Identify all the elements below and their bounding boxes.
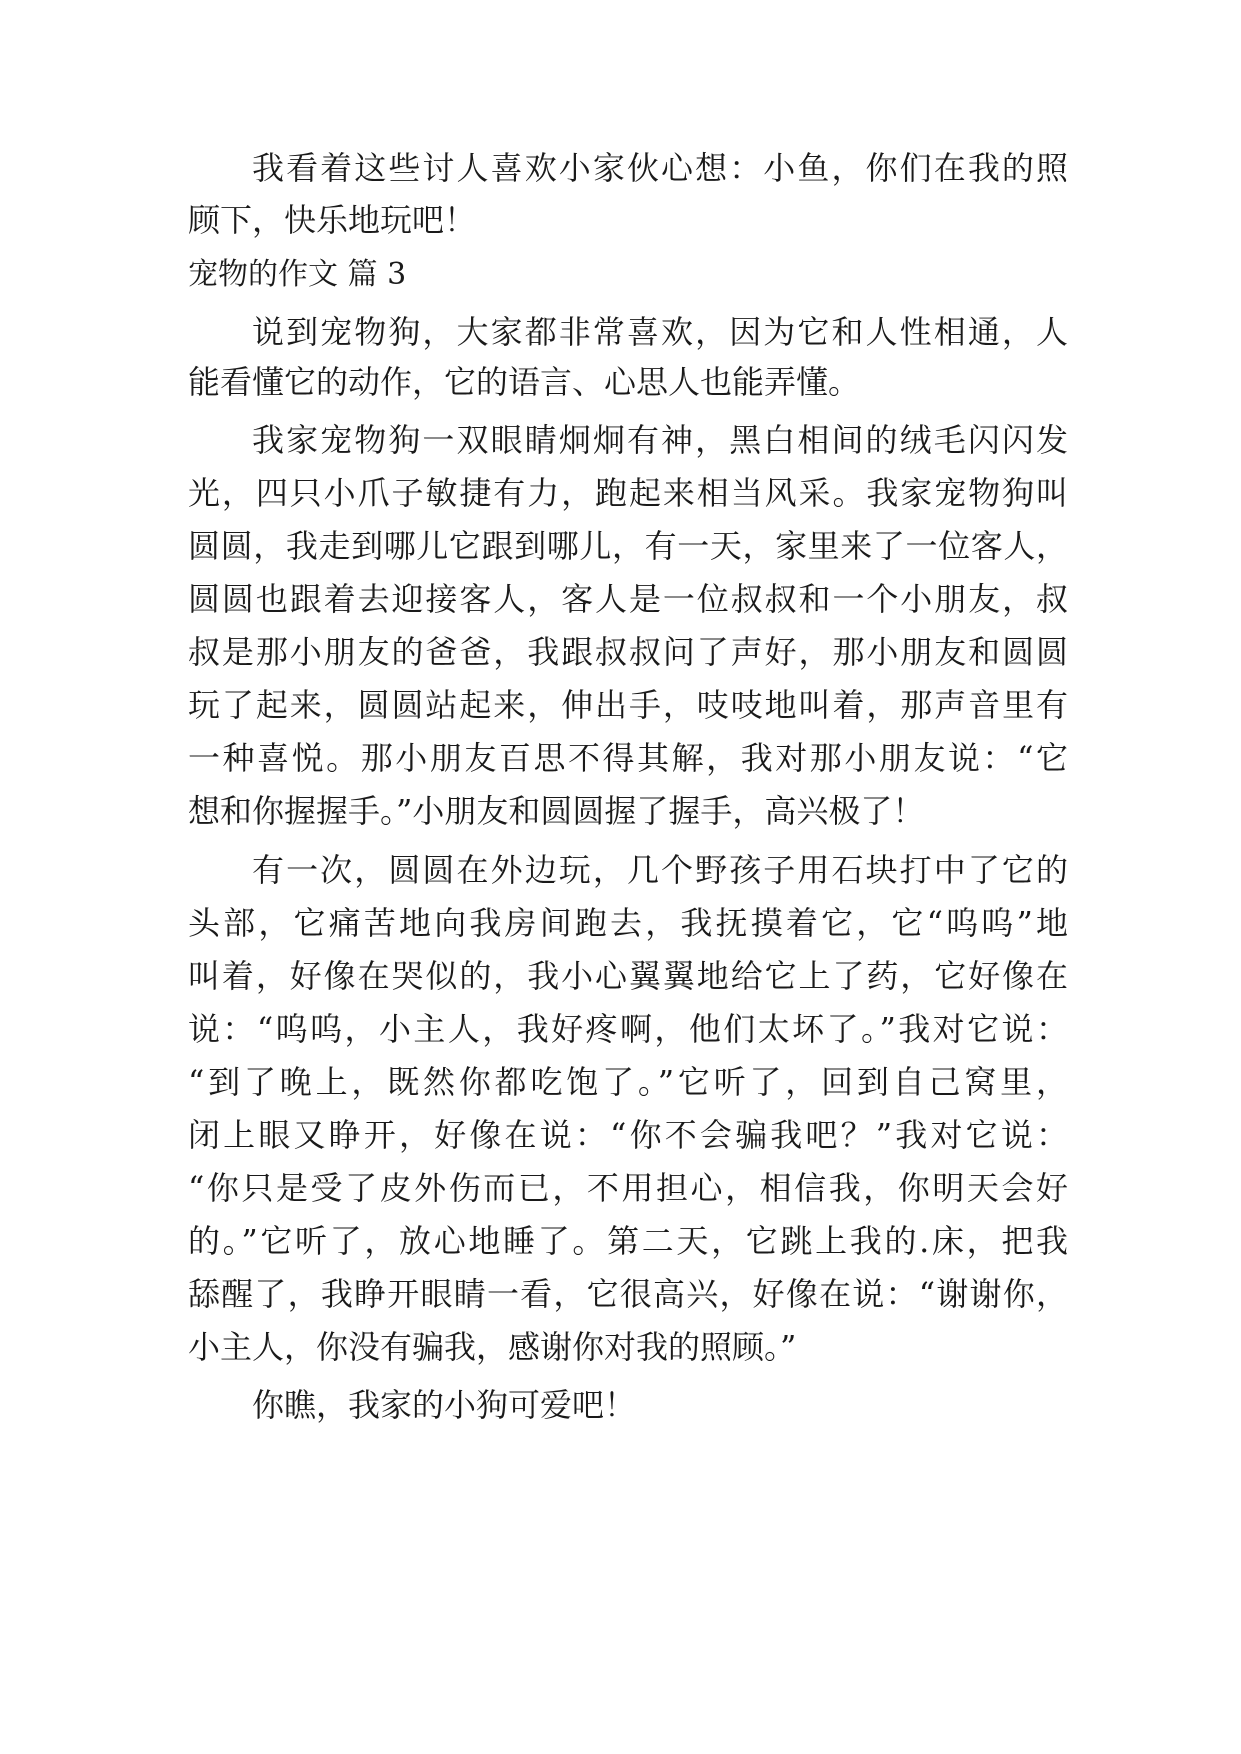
paragraph-4-line-1: 有一次，圆圆在外边玩，几个野孩子用石块打中了它的 [252, 851, 1068, 889]
paragraph-2-line-1: 说到宠物狗，大家都非常喜欢，因为它和人性相通，人 [252, 313, 1068, 351]
paragraph-3-line-3: 圆圆，我走到哪儿它跟到哪儿，有一天，家里来了一位客人， [188, 527, 1068, 565]
paragraph-4-line-7: “你只是受了皮外伤而已，不用担心，相信我，你明天会好 [188, 1169, 1068, 1207]
paragraph-4-line-4: 说：“呜呜，小主人，我好疼啊，他们太坏了。”我对它说： [188, 1010, 1068, 1048]
section-heading: 宠物的作文 篇 3 [188, 257, 407, 292]
paragraph-4-line-6: 闭上眼又睁开，好像在说：“你不会骗我吧？”我对它说： [188, 1116, 1068, 1154]
paragraph-3-line-7: 一种喜悦。那小朋友百思不得其解，我对那小朋友说：“它 [188, 739, 1068, 777]
paragraph-4-line-8: 的。”它听了，放心地睡了。第二天，它跳上我的.床，把我 [188, 1222, 1068, 1260]
paragraph-3-line-6: 玩了起来，圆圆站起来，伸出手，吱吱地叫着，那声音里有 [188, 686, 1068, 724]
paragraph-1-line-2: 顾下，快乐地玩吧！ [188, 201, 477, 239]
paragraph-3-line-4: 圆圆也跟着去迎接客人，客人是一位叔叔和一个小朋友，叔 [188, 580, 1068, 618]
paragraph-4-line-3: 叫着，好像在哭似的，我小心翼翼地给它上了药，它好像在 [188, 957, 1068, 995]
paragraph-2-line-2: 能看懂它的动作，它的语言、心思人也能弄懂。 [188, 363, 861, 401]
paragraph-4-line-2: 头部，它痛苦地向我房间跑去，我抚摸着它，它“呜呜”地 [188, 904, 1068, 942]
paragraph-3-line-5: 叔是那小朋友的爸爸，我跟叔叔问了声好，那小朋友和圆圆 [188, 633, 1068, 671]
paragraph-3-line-2: 光，四只小爪子敏捷有力，跑起来相当风采。我家宠物狗叫 [188, 474, 1068, 512]
paragraph-3-line-8: 想和你握握手。”小朋友和圆圆握了握手，高兴极了！ [188, 792, 925, 830]
paragraph-1-line-1: 我看着这些讨人喜欢小家伙心想：小鱼，你们在我的照 [252, 149, 1068, 187]
paragraph-4-line-9: 舔醒了，我睁开眼睛一看，它很高兴，好像在说：“谢谢你， [188, 1275, 1068, 1313]
paragraph-4-line-10: 小主人，你没有骗我，感谢你对我的照顾。” [188, 1328, 797, 1366]
paragraph-3-line-1: 我家宠物狗一双眼睛炯炯有神，黑白相间的绒毛闪闪发 [252, 421, 1068, 459]
paragraph-5-line-1: 你瞧，我家的小狗可爱吧！ [252, 1386, 637, 1424]
paragraph-4-line-5: “到了晚上，既然你都吃饱了。”它听了，回到自己窝里， [188, 1063, 1068, 1101]
